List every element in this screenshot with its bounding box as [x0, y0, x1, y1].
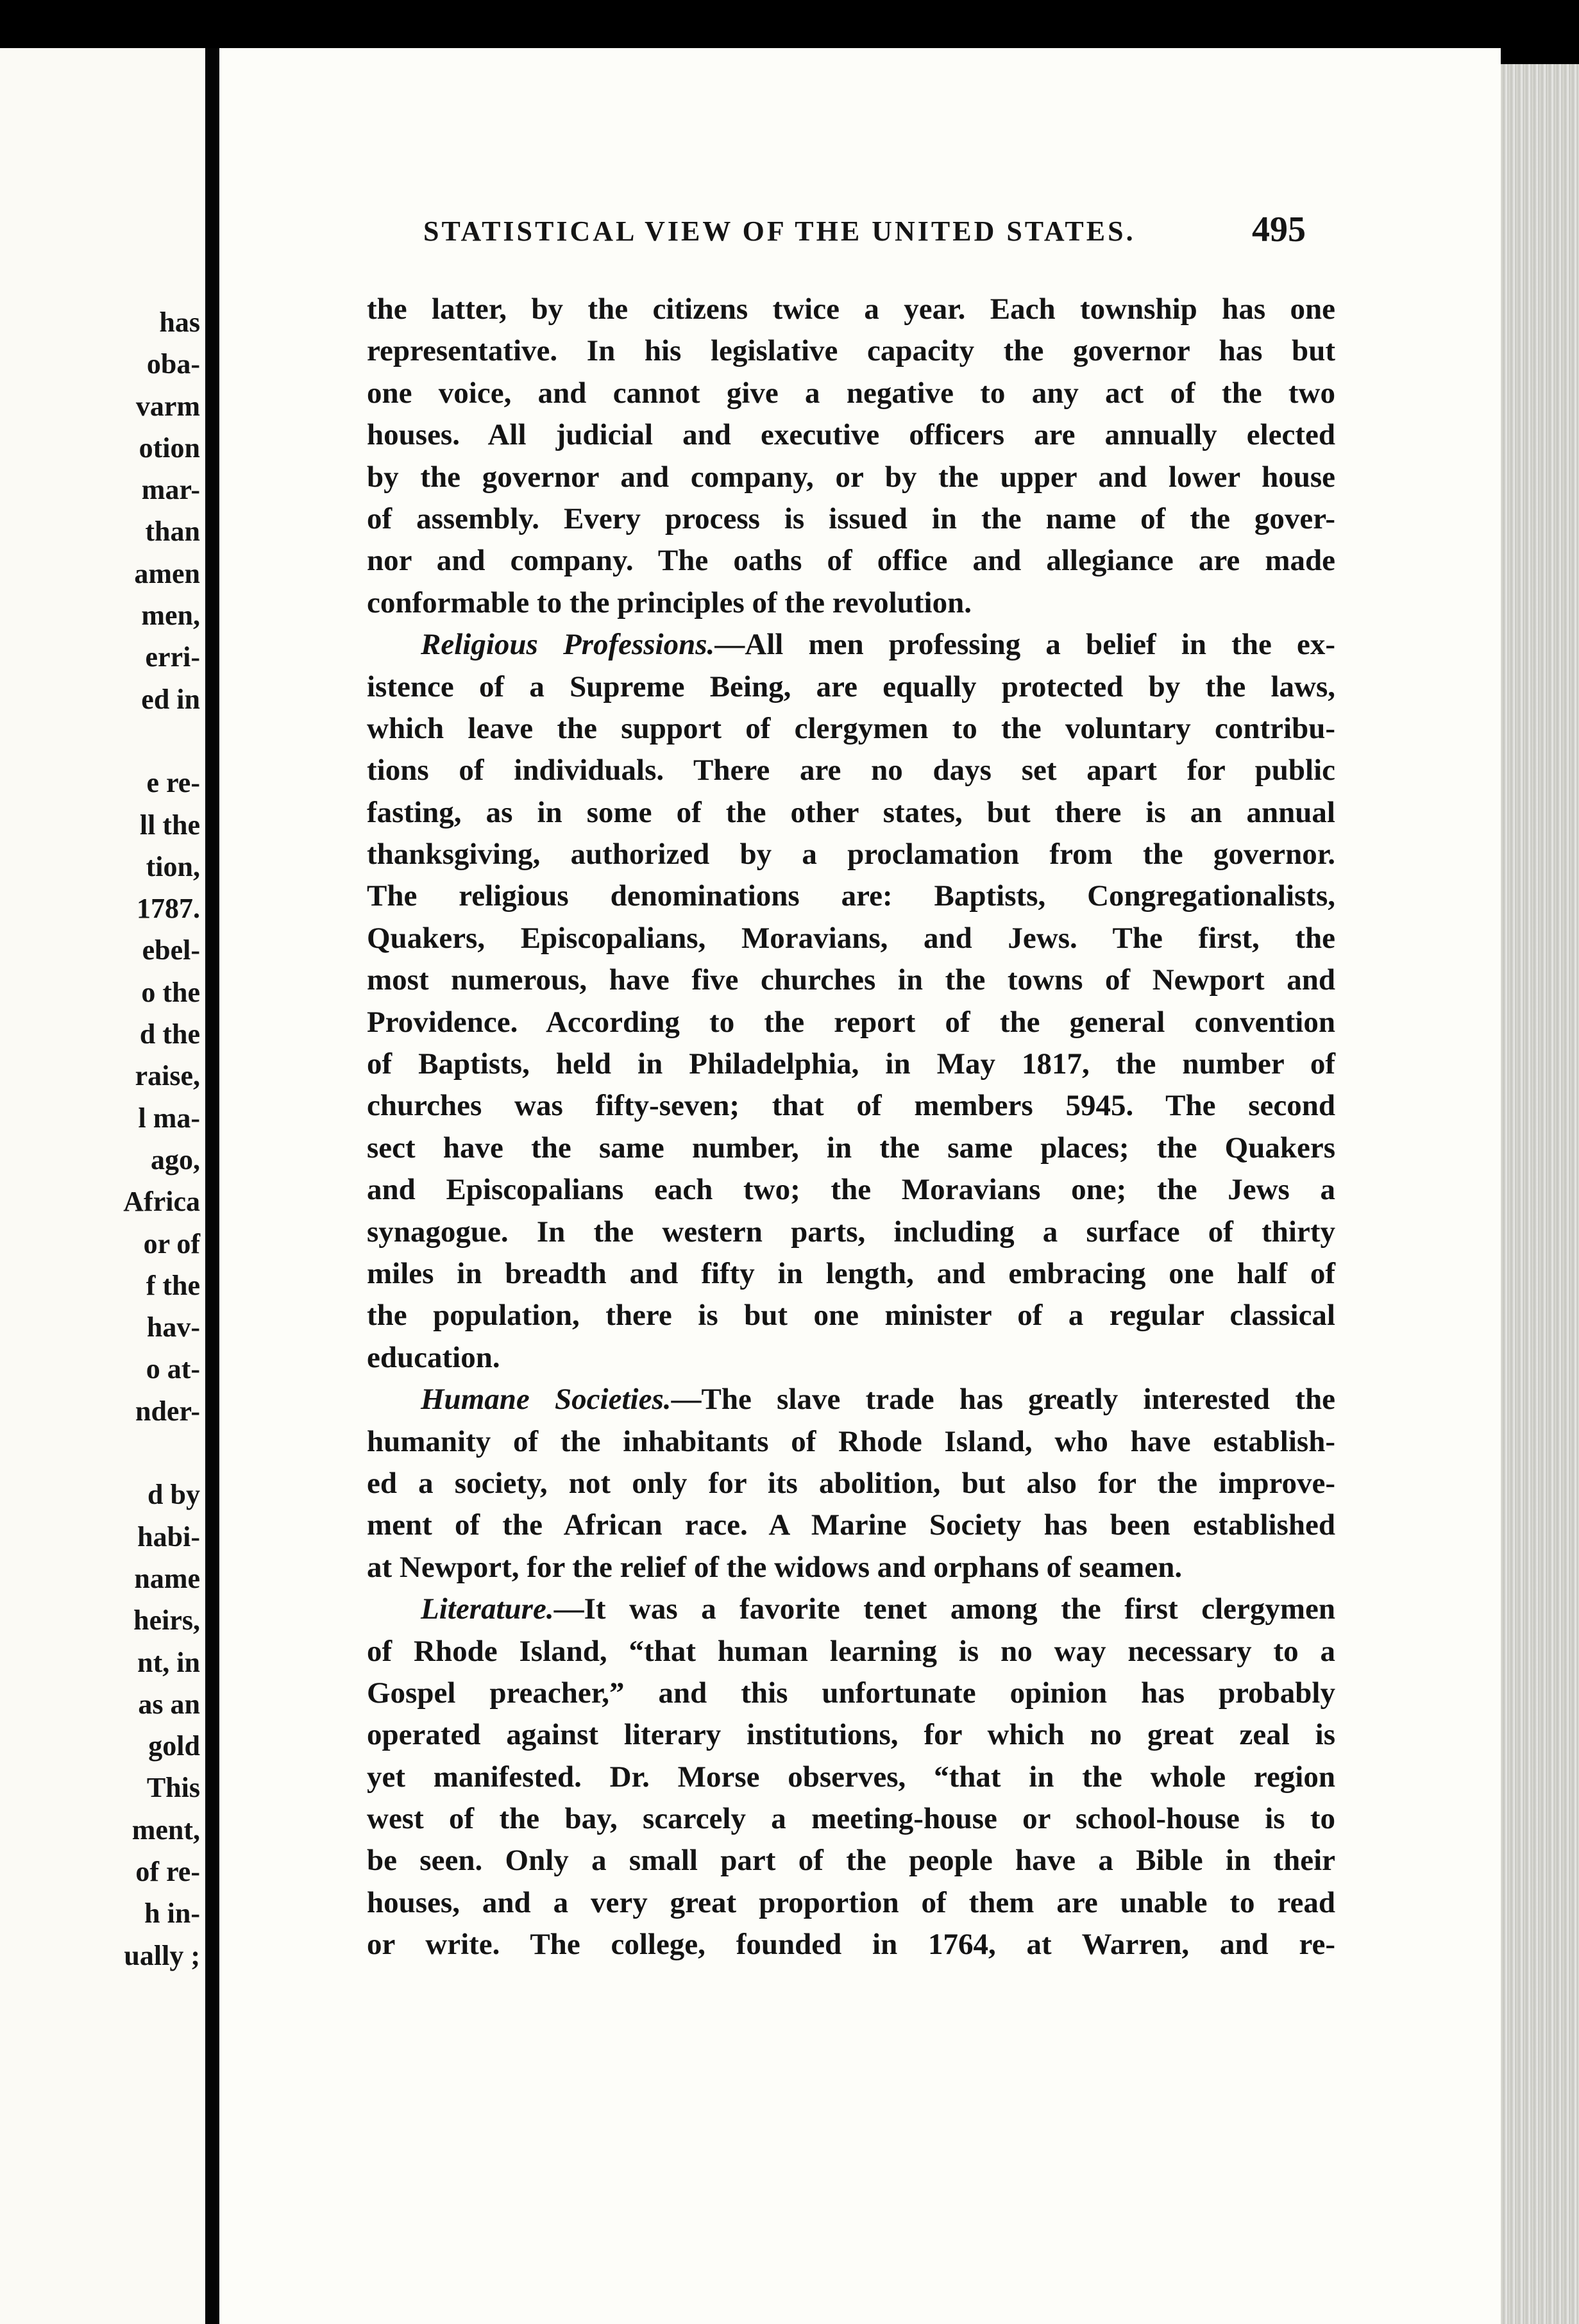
section-heading: Humane Societies.: [421, 1383, 671, 1417]
facing-page-line: amen: [134, 557, 200, 589]
facing-page-line: ed in: [141, 683, 200, 715]
text-line: Gospel preacher,” and this unfortunate opinion has probably: [367, 1676, 1335, 1710]
paragraph-first-line: [367, 1379, 1335, 1420]
text-line: miles in breadth and fifty in length, and embracing one half of: [367, 1256, 1335, 1290]
facing-page-line: This: [146, 1772, 200, 1804]
page-edge: [1501, 64, 1579, 2324]
facing-page-line: or of: [143, 1227, 200, 1259]
text-line: ment of the African race. A Marine Society has been established: [367, 1508, 1335, 1542]
text-line: humanity of the inhabitants of Rhode Island, who have establish-: [367, 1424, 1335, 1458]
paragraph: [367, 1588, 1335, 1966]
facing-page-line: erri-: [145, 641, 200, 673]
text-line: at Newport, for the relief of the widows and orphans of seamen.: [367, 1550, 1183, 1584]
text-line: the latter, by the citizens twice a year. Each township has one: [367, 292, 1335, 326]
text-line: the population, there is but one minister of a regular classical: [367, 1299, 1335, 1333]
text-line: —The slave trade has greatly interested the: [671, 1383, 1335, 1417]
facing-page-line: d by: [148, 1479, 200, 1511]
text-line: houses. All judicial and executive officers are annually elected: [367, 418, 1335, 452]
facing-page-line: [123, 1432, 200, 1474]
text-line: of Baptists, held in Philadelphia, in May 1817, the number of: [367, 1047, 1335, 1081]
facing-page-line: nt, in: [137, 1646, 200, 1678]
text-line: most numerous, have five churches in the towns of Newport and: [367, 963, 1335, 997]
text-line: —All men professing a belief in the ex-: [714, 628, 1335, 662]
text-line: sect have the same number, in the same places; the Quakers: [367, 1131, 1335, 1165]
facing-page-line: ment,: [131, 1814, 200, 1846]
facing-page-line: h in-: [144, 1898, 200, 1930]
facing-page-line: d the: [139, 1018, 200, 1050]
running-head: STATISTICAL VIEW OF THE UNITED STATES.: [423, 215, 1136, 247]
text-line: representative. In his legislative capacity the governor has but: [367, 334, 1335, 368]
facing-page-line: 1787.: [137, 893, 200, 925]
text-line: fasting, as in some of the other states, but there is an annual: [367, 795, 1335, 829]
text-line: ed a society, not only for its abolition, but also for the improve-: [367, 1466, 1335, 1500]
text-line: education.: [367, 1340, 500, 1374]
text-line: nor and company. The oaths of office and allegiance are made: [367, 544, 1335, 578]
text-line: or write. The college, founded in 1764, at Warren, and re-: [367, 1928, 1335, 1962]
facing-page-line: ago,: [151, 1143, 200, 1175]
text-line: istence of a Supreme Being, are equally protected by the laws,: [367, 669, 1335, 703]
facing-page-line: ebel-: [142, 934, 200, 966]
facing-page-line: of re-: [135, 1855, 200, 1887]
facing-page-line: o the: [141, 976, 200, 1008]
paragraph-first-line: [367, 1588, 1335, 1630]
text-line: conformable to the principles of the revolution.: [367, 585, 972, 619]
facing-page-line: gold: [148, 1730, 200, 1762]
facing-page-line: Africa: [123, 1186, 200, 1218]
facing-page-line: ually ;: [124, 1939, 200, 1971]
facing-page: [0, 48, 205, 2324]
paragraph-first-line: [367, 624, 1335, 666]
text-line: of assembly. Every process is issued in the name of the gover-: [367, 501, 1335, 535]
text-line: one voice, and cannot give a negative to any act of the two: [367, 376, 1335, 410]
page-number: 495: [1252, 210, 1306, 249]
facing-page-line: than: [145, 516, 200, 548]
text-line: tions of individuals. There are no days set apart for public: [367, 754, 1335, 787]
facing-page-line: men,: [141, 600, 200, 632]
facing-page-line: as an: [138, 1688, 200, 1720]
facing-page-text: [123, 301, 200, 1976]
text-line: which leave the support of clergymen to the voluntary contribu-: [367, 711, 1335, 745]
paragraph: [367, 624, 1335, 1379]
facing-page-line: has: [159, 307, 200, 338]
facing-page-line: oba-: [146, 348, 200, 380]
facing-page-line: e re-: [146, 767, 200, 799]
facing-page-line: otion: [139, 432, 200, 464]
text-line: yet manifested. Dr. Morse observes, “that in the whole region: [367, 1760, 1335, 1794]
facing-page-line: mar-: [141, 474, 200, 506]
text-line: The religious denominations are: Baptists, Congregationalists,: [367, 879, 1335, 913]
facing-page-line: tion,: [146, 850, 200, 882]
text-line: houses, and a very great proportion of them are unable to read: [367, 1885, 1335, 1919]
facing-page-line: varm: [135, 390, 200, 422]
facing-page-line: [123, 720, 200, 762]
facing-page-line: name: [134, 1562, 200, 1594]
text-line: and Episcopalians each two; the Moravians one; the Jews a: [367, 1173, 1335, 1207]
facing-page-line: f the: [146, 1269, 200, 1301]
facing-page-line: l ma-: [138, 1102, 200, 1134]
facing-page-line: heirs,: [133, 1604, 200, 1637]
facing-page-line: raise,: [135, 1060, 200, 1092]
text-line: Quakers, Episcopalians, Moravians, and Jews. The first, the: [367, 921, 1335, 955]
text-line: Providence. According to the report of the general convention: [367, 1005, 1335, 1039]
section-heading: Religious Professions.: [421, 628, 715, 662]
text-line: be seen. Only a small part of the people have a Bible in their: [367, 1844, 1335, 1878]
section-heading: Literature.: [421, 1592, 554, 1626]
text-line: synagogue. In the western parts, including a surface of thirty: [367, 1215, 1335, 1249]
text-line: of Rhode Island, “that human learning is no way necessary to a: [367, 1634, 1335, 1668]
text-line: thanksgiving, authorized by a proclamation from the governor.: [367, 838, 1335, 872]
text-line: west of the bay, scarcely a meeting-house or school-house is to: [367, 1802, 1335, 1836]
text-line: operated against literary institutions, for which no great zeal is: [367, 1718, 1335, 1752]
facing-page-line: ll the: [139, 809, 200, 841]
facing-page-line: hav-: [146, 1311, 200, 1343]
text-line: churches was fifty-seven; that of members 5945. The second: [367, 1089, 1335, 1123]
paragraph: [367, 289, 1335, 624]
paragraph: [367, 1379, 1335, 1588]
facing-page-line: o at-: [146, 1353, 200, 1385]
facing-page-line: habi-: [137, 1520, 200, 1553]
body-text: [367, 289, 1335, 1966]
text-line: —It was a favorite tenet among the first clergymen: [553, 1592, 1335, 1626]
text-line: by the governor and company, or by the upper and lower house: [367, 460, 1335, 494]
book-gutter: [205, 48, 219, 2324]
facing-page-line: nder-: [135, 1395, 200, 1427]
